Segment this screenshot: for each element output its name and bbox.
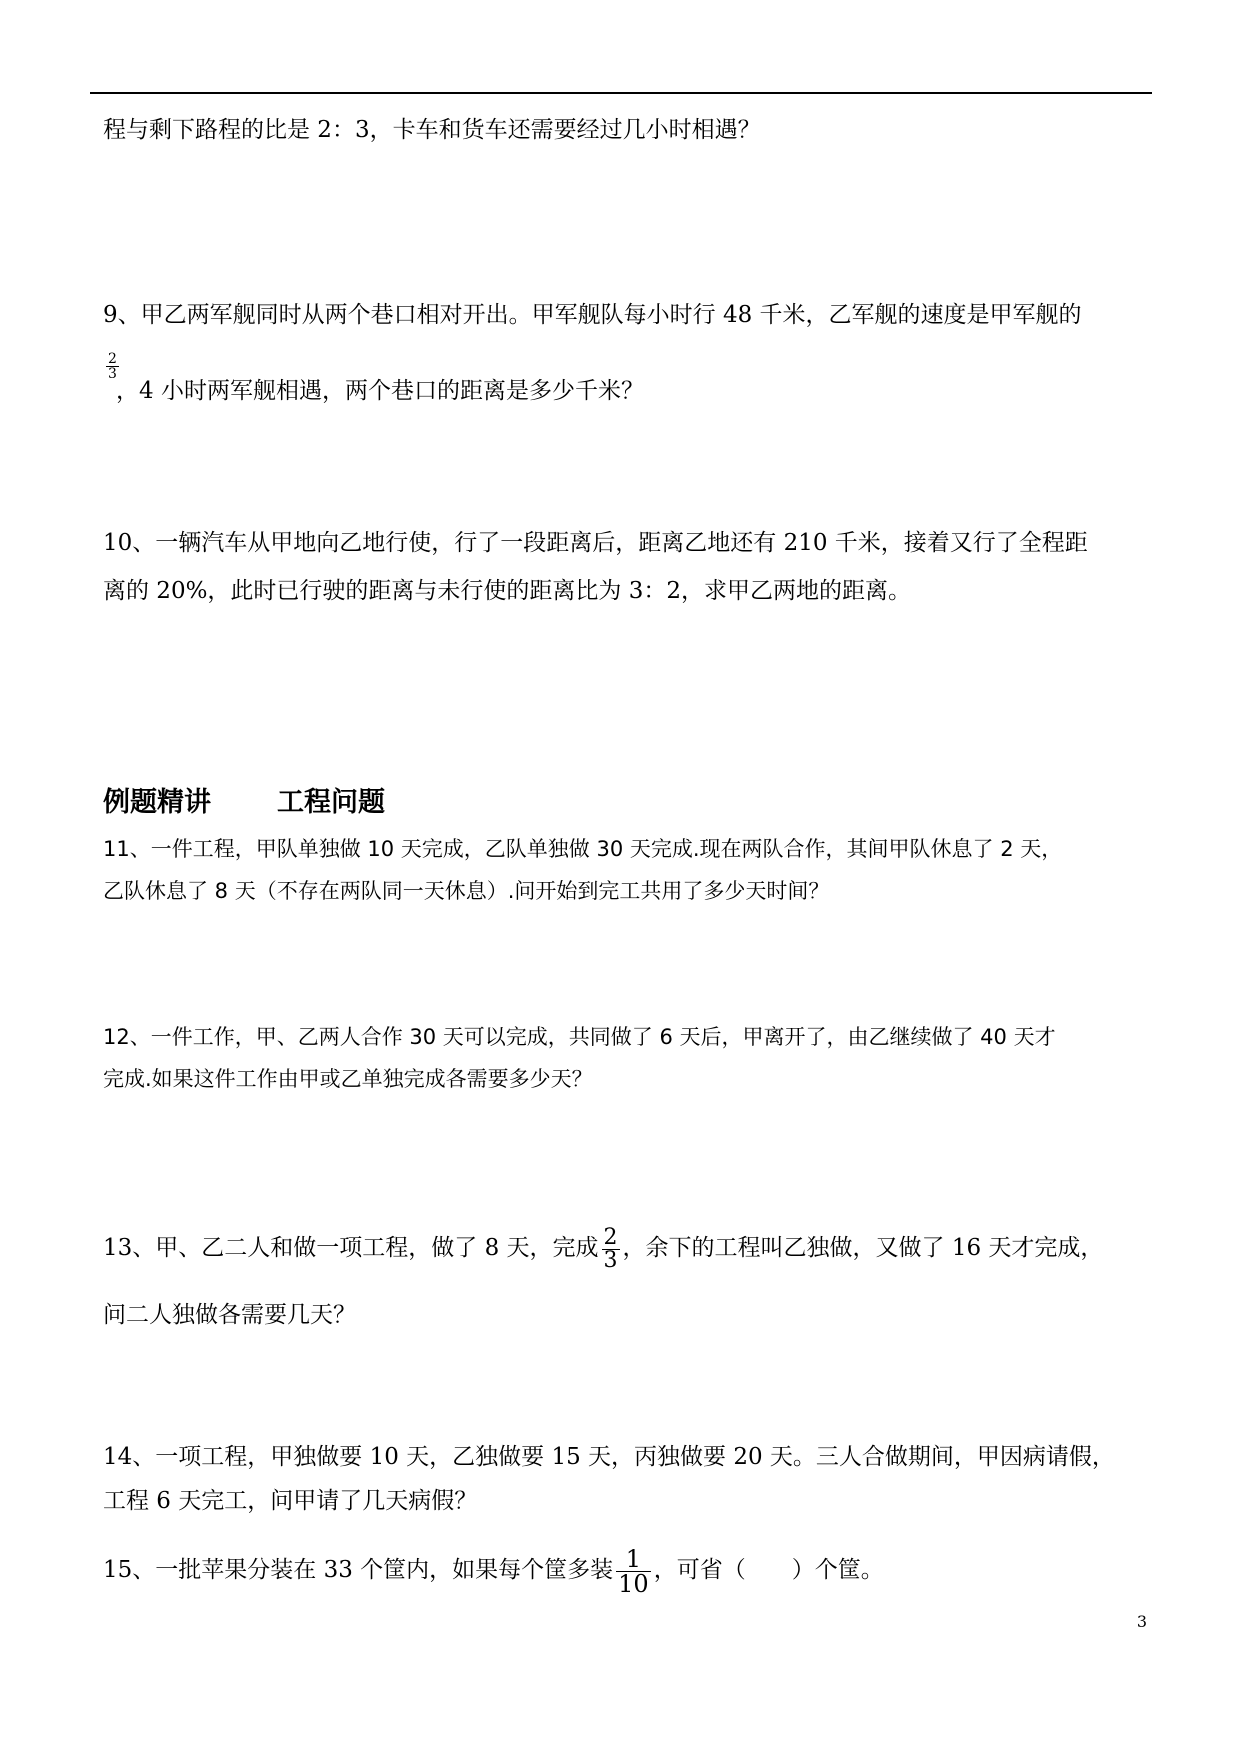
problem-11-line-2: 乙队休息了 8 天（不存在两队同一天休息）.问开始到完工共用了多少天时间？ [103, 879, 830, 903]
heading-label: 例题精讲 [103, 787, 211, 818]
problem-9-line-2: ，4 小时两军舰相遇，两个巷口的距离是多少千米？ [116, 378, 644, 404]
problem-15-line [103, 1540, 884, 1600]
problem-10-line-2: 离的 20%，此时已行驶的距离与未行使的距离比为 3：2，求甲乙两地的距离。 [103, 578, 912, 604]
fraction-denominator: 10 [618, 1569, 649, 1598]
problem-14-line-2: 工程 6 天完工，问甲请了几天病假？ [103, 1488, 478, 1514]
problem-13-text-b: ，余下的工程叫乙独做，又做了 16 天才完成， [622, 1235, 1104, 1261]
problem-9-line-1: 9、甲乙两军舰同时从两个巷口相对开出。甲军舰队每小时行 48 千米，乙军舰的速度是甲军舰的 [103, 302, 1082, 328]
problem-15-fraction [616, 1544, 651, 1598]
problem-13-fraction [602, 1224, 620, 1273]
header-rule [90, 92, 1152, 94]
fraction-numerator: 2 [108, 351, 117, 367]
page-number: 3 [1136, 1612, 1147, 1631]
problem-13-line-2: 问二人独做各需要几天？ [103, 1302, 356, 1328]
problem-10-line-1: 10、一辆汽车从甲地向乙地行使，行了一段距离后，距离乙地还有 210 千米，接着又行了全程距 [103, 530, 1088, 556]
fraction-denominator: 3 [108, 366, 117, 382]
fraction-numerator: 1 [625, 1544, 642, 1573]
problem-15-text-a: 15、一批苹果分装在 33 个筐内，如果每个筐多装 [103, 1557, 614, 1583]
heading-topic: 工程问题 [277, 787, 385, 818]
problem-8-continuation: 程与剩下路程的比是 2：3，卡车和货车还需要经过几小时相遇？ [103, 117, 761, 143]
fraction-denominator: 3 [603, 1247, 618, 1273]
problem-13-line-1 [103, 1218, 1103, 1278]
problem-12-line-1: 12、一件工作，甲、乙两人合作 30 天可以完成，共同做了 6 天后，甲离开了，由乙继续做了 40 天才 [103, 1025, 1056, 1049]
problem-13-text-a: 13、甲、乙二人和做一项工程，做了 8 天，完成 [103, 1235, 599, 1261]
section-heading [103, 780, 385, 819]
fraction-numerator: 2 [603, 1224, 618, 1250]
problem-11-line-1: 11、一件工程，甲队单独做 10 天完成，乙队单独做 30 天完成.现在两队合作，其间甲队休息了 2 天， [103, 837, 1063, 861]
problem-14-line-1: 14、一项工程，甲独做要 10 天，乙独做要 15 天，丙独做要 20 天。三人合做期间，甲因病请假， [103, 1444, 1115, 1470]
problem-12-line-2: 完成.如果这件工作由甲或乙单独完成各需要多少天？ [103, 1067, 593, 1091]
problem-15-text-b: ，可省（ ）个筐。 [653, 1557, 884, 1583]
